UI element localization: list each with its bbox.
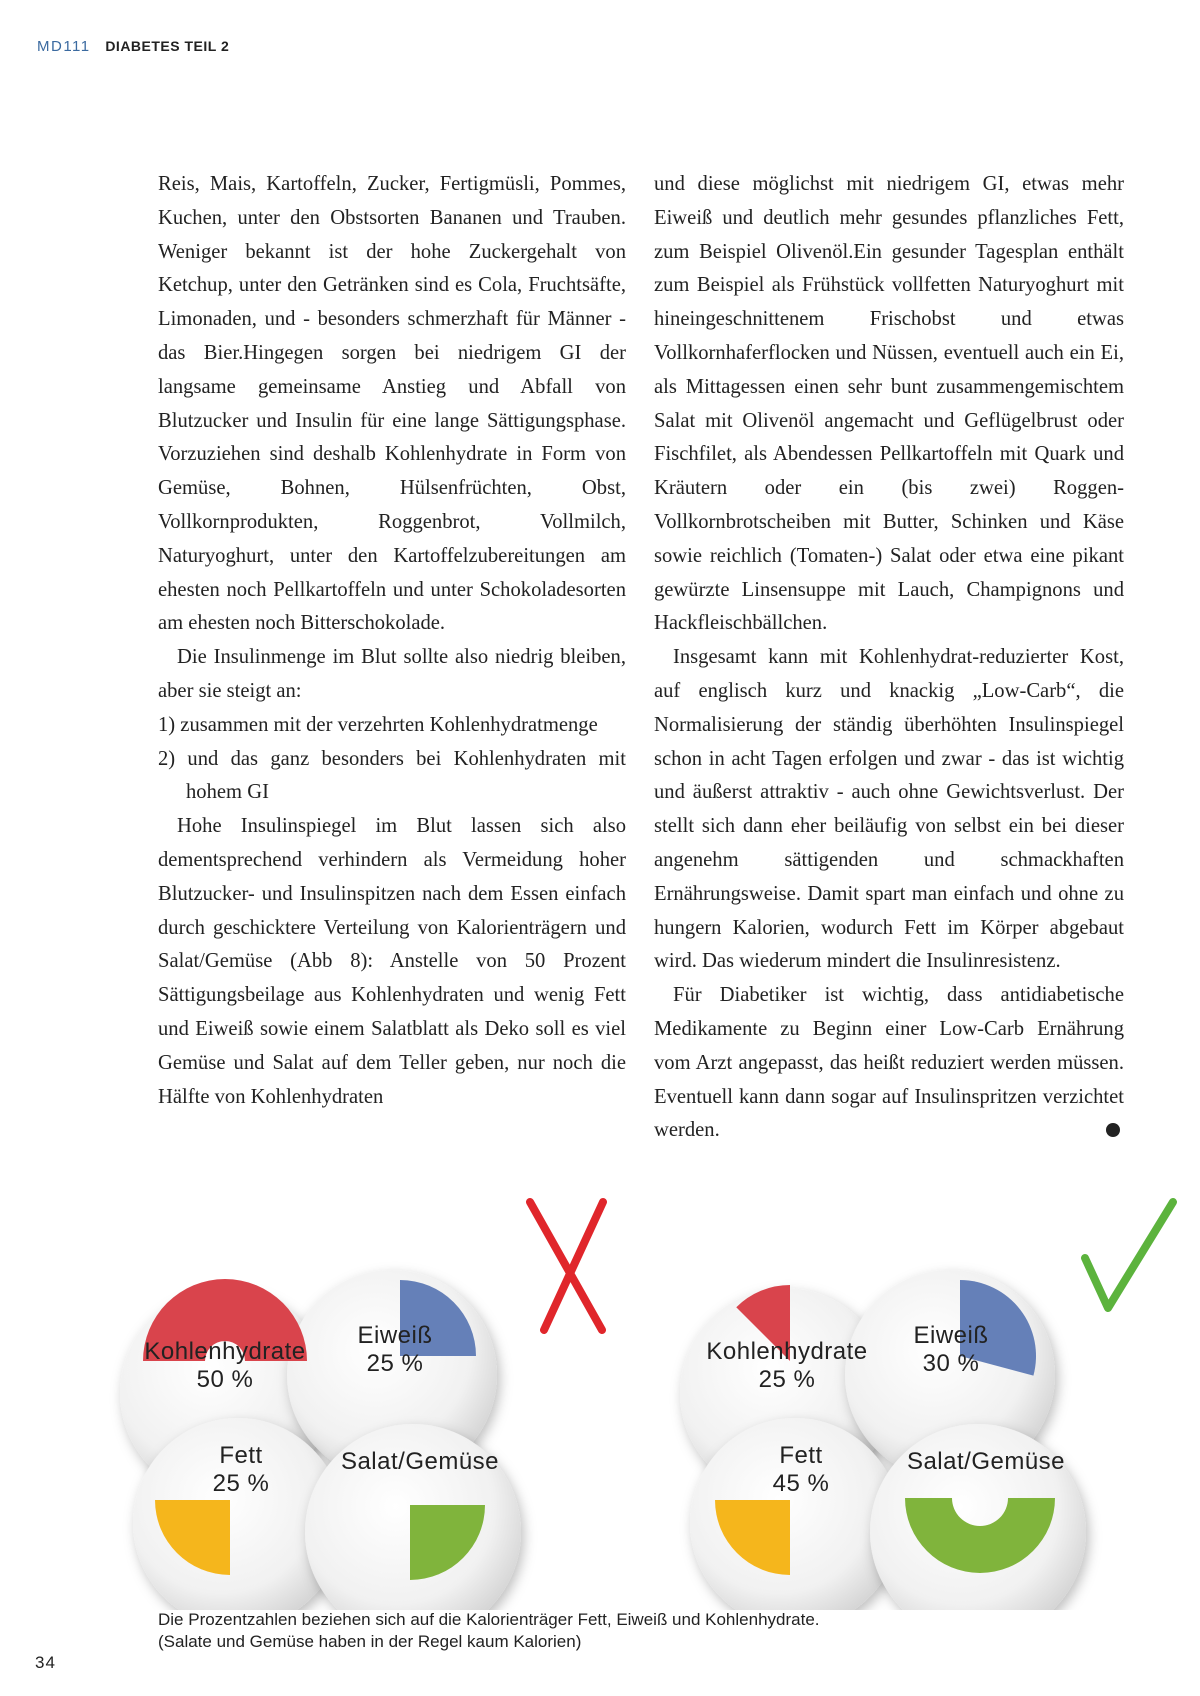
bad-fat-value: 25 % <box>212 1470 270 1497</box>
list-item: 1) zusammen mit der verzehrten Kohlenhydratmenge <box>158 713 598 736</box>
text-column-left <box>158 168 626 1114</box>
article-end-icon <box>1106 1123 1120 1137</box>
paragraph-text: Für Diabetiker ist wichtig, dass antidiabetische Medikamente zu Beginn einer Low-Carb Ernährung vom Arzt angepasst, das heißt reduziert werden müssen. Eventuell kann dann sogar auf Insulinspritzen verzichtet werden. <box>654 984 1124 1142</box>
good-protein-value: 30 % <box>922 1350 980 1377</box>
bad-veg-name: Salat/Gemüse <box>340 1448 500 1475</box>
section-title: DIABETES TEIL 2 <box>105 38 230 54</box>
good-protein-name: Eiweiß <box>913 1322 989 1349</box>
paragraph: Die Insulinmenge im Blut sollte also niedrig bleiben, aber sie steigt an: <box>158 646 626 702</box>
bad-protein-label <box>340 1322 450 1378</box>
bad-carb-label <box>132 1338 318 1394</box>
good-fat-label <box>746 1442 856 1498</box>
bad-protein-value: 25 % <box>366 1350 424 1377</box>
list-item: 2) und das ganz besonders bei Kohlenhydraten mit hohem GI <box>158 747 626 804</box>
good-carb-name: Kohlenhydrate <box>706 1338 868 1365</box>
good-protein-label <box>896 1322 1006 1378</box>
bad-carb-name: Kohlenhydrate <box>144 1338 306 1365</box>
good-fat-value: 45 % <box>772 1470 830 1497</box>
figure-caption <box>158 1609 820 1653</box>
good-veg-name: Salat/Gemüse <box>906 1448 1066 1475</box>
bad-protein-name: Eiweiß <box>357 1322 433 1349</box>
paragraph: und diese möglichst mit niedrigem GI, etwas mehr Eiweiß und deutlich mehr gesundes pflanzliches Fett, zum Beispiel Olivenöl.Ein gesunder Tagesplan enthält zum Beispiel als Frühstück vollfetten Naturyoghurt mit hineingeschnittenem Frischobst und etwas Vollkornhaferflocken und Nüssen, eventuell auch ein Ei, als Mittagessen einen sehr bunt zusammengemischtem Salat mit Olivenöl angemacht und Geflügelbrust oder Fischfilet, als Abendessen Pellkartoffeln mit Quark und Kräutern oder ein (bis zwei) Roggen-Vollkornbrotscheiben mit Butter, Schinken und Käse sowie reichlich (Tomaten-) Salat oder etwa eine pikant gewürzte Linsensuppe mit Lauch, Champignons und Hackfleischbällchen. <box>654 173 1124 635</box>
paragraph <box>654 979 1124 1148</box>
bad-carb-value: 50 % <box>196 1366 254 1393</box>
running-header <box>37 38 229 55</box>
paragraph: Insgesamt kann mit Kohlenhydrat-reduzierter Kost, auf englisch kurz und knackig „Low-Carb“, die Normalisierung der ständig überhöhten Insulinspiegel schon in acht Tagen erfolgen und zwar - das ist wichtig und äußerst attraktiv - auch ohne Gewichtsverlust. Der stellt sich dann eher beiläufig von selbst ein bei dieser angenehm sättigenden und schmackhaften Ernährungsweise. Damit spart man einfach und ohne zu hungern Kalorien, wodurch Fett im Körper abgebaut wird. Das wiederum mindert die Insulinresistenz. <box>654 646 1124 973</box>
bad-veg-label <box>330 1448 510 1476</box>
bad-fat-name: Fett <box>219 1442 263 1469</box>
caption-line: Die Prozentzahlen beziehen sich auf die Kalorienträger Fett, Eiweiß und Kohlenhydrate. <box>158 1610 820 1629</box>
caption-line: (Salate und Gemüse haben in der Regel kaum Kalorien) <box>158 1632 582 1651</box>
good-fat-name: Fett <box>779 1442 823 1469</box>
good-carb-value: 25 % <box>758 1366 816 1393</box>
paragraph: Reis, Mais, Kartoffeln, Zucker, Fertigmüsli, Pommes, Kuchen, unter den Obstsorten Bananen und Trauben. Weniger bekannt ist der hohe Zuckergehalt von Ketchup, unter den Getränken sind es Cola, Fruchtsäfte, Limonaden, und - besonders schmerzhaft für Männer - das Bier.Hingegen sorgen bei niedrigem GI der langsame gemeinsame Anstieg und Abfall von Blutzucker und Insulin für eine lange Sättigungsphase. Vorzuziehen sind deshalb Kohlenhydrate in Form von Gemüse, Bohnen, Hülsenfrüchten, Obst, Vollkornprodukten, Roggenbrot, Vollmilch, Naturyoghurt, unter den Kartoffelzubereitungen am ehesten noch Pellkartoffeln und unter Schokoladesorten am ehesten noch Bitterschokolade. <box>158 173 626 635</box>
page-number: 34 <box>35 1653 56 1672</box>
bad-fat-label <box>186 1442 296 1498</box>
good-carb-label <box>694 1338 880 1394</box>
plates-graphic <box>0 1180 1200 1610</box>
magazine-code: MD111 <box>37 38 91 55</box>
plate-comparison-figure <box>0 1180 1200 1610</box>
check-icon <box>1085 1202 1173 1308</box>
good-veg-label <box>896 1448 1076 1476</box>
text-column-right <box>654 168 1124 1148</box>
cross-icon <box>530 1202 603 1330</box>
paragraph: Hohe Insulinspiegel im Blut lassen sich also dementsprechend verhindern als Vermeidung hoher Blutzucker- und Insulinspitzen nach dem Essen einfach durch geschicktere Verteilung von Kalorienträgern und Salat/Gemüse (Abb 8): Anstelle von 50 Prozent Sättigungsbeilage aus Kohlenhydraten und wenig Fett und Eiweiß sowie einem Salatblatt als Deko soll es viel Gemüse und Salat auf dem Teller geben, nur noch die Hälfte von Kohlenhydraten <box>158 815 626 1108</box>
